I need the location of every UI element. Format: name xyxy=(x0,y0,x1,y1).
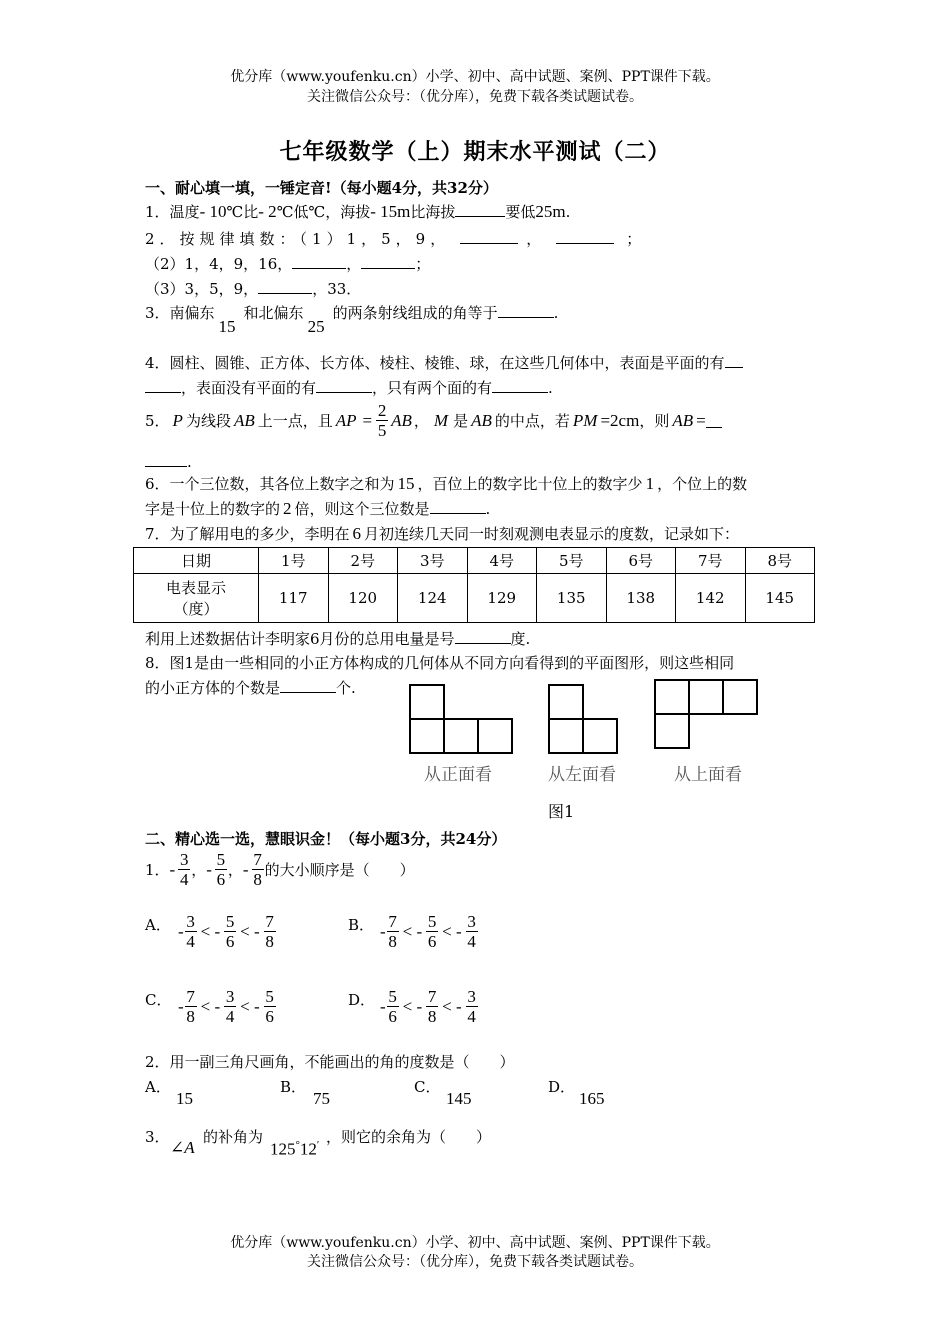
table-cell: 145 xyxy=(745,574,815,623)
footer-line-1: 优分库（www.youfenku.cn）小学、初中、高中试题、案例、PPT课件下载。 xyxy=(230,1235,720,1251)
table-header-cell: 3号 xyxy=(398,548,468,574)
q2-2-option-d-value[interactable]: 165 xyxy=(579,1089,605,1108)
q2-2-option-a-label[interactable]: A． xyxy=(145,1078,171,1096)
q1-5-blank-b[interactable] xyxy=(145,452,187,467)
meter-reading-table xyxy=(133,547,815,623)
figure-square xyxy=(582,718,618,754)
q2-1: 1． - $\frac{3}{4}$ ， - $\frac{5}{6}$ ， - $\frac{7}{8}$ 的大小顺序是（ ） xyxy=(145,850,415,889)
q1-7-blank[interactable] xyxy=(455,629,511,644)
q1-2-blank-c[interactable] xyxy=(292,254,346,269)
figure-square xyxy=(477,718,513,754)
q1-2-blank-a[interactable] xyxy=(460,229,518,244)
figure-square xyxy=(409,684,445,720)
table-header-cell: 1号 xyxy=(259,548,329,574)
q1-2-line3: （3）3，5，9， ，33． xyxy=(145,280,362,298)
figure-square xyxy=(722,679,758,715)
table-cell: 117 xyxy=(259,574,329,623)
section-1-heading: 一、耐心填一填，一锤定音!（每小题4分，共32分） xyxy=(145,179,498,197)
q2-2-option-b-label[interactable]: B． xyxy=(280,1078,307,1096)
table-header-cell: 2号 xyxy=(328,548,398,574)
footer-line-2: 关注微信公众号：（优分库），免费下载各类试题试卷。 xyxy=(307,1254,643,1270)
q2-1-option-c[interactable]: - $\frac{7}{8}$ < - $\frac{3}{4}$ < - $\frac{5}{6}$ xyxy=(178,987,274,1026)
table-cell: 135 xyxy=(537,574,607,623)
q1-8-line2: 的小正方体的个数是 个. xyxy=(145,679,356,697)
table-header-cell: 5号 xyxy=(537,548,607,574)
left-view-figure xyxy=(548,684,622,756)
figure-square xyxy=(548,684,584,720)
section-2-heading: 二、精心选一选，慧眼识金！（每小题3分，共24分） xyxy=(145,830,507,848)
front-view-figure xyxy=(409,684,517,756)
table-header-row xyxy=(134,548,815,574)
q1-2-line2: （2）1，4，9，16， ， ； xyxy=(145,255,431,273)
top-view-figure xyxy=(654,679,762,751)
table-header-cell: 4号 xyxy=(467,548,537,574)
figure-square xyxy=(688,679,724,715)
q1-4-blank-a2[interactable] xyxy=(145,378,181,393)
q2-3-text-b: ，则它的余角为（ ） xyxy=(326,1128,492,1146)
q2-3-angle: ∠A xyxy=(170,1138,195,1157)
q2-2-option-a-value[interactable]: 15 xyxy=(176,1089,193,1108)
table-cell: 129 xyxy=(467,574,537,623)
q1-8-line1: 8．图1是由一些相同的小正方体构成的几何体从不同方向看得到的平面图形，则这些相同 xyxy=(145,654,735,672)
q2-1-option-a-label[interactable]: A． xyxy=(145,916,171,934)
q2-1-option-a[interactable]: - $\frac{3}{4}$ < - $\frac{5}{6}$ < - $\frac{7}{8}$ xyxy=(178,912,274,951)
q1-6-line2: 字是十位上的数字的 2 倍，则这个三位数是 . xyxy=(145,499,491,518)
q1-7-intro: 7．为了解用电的多少，李明在 6 月初连续几天同一时刻观测电表显示的度数，记录如下： xyxy=(145,524,740,543)
table-cell: 142 xyxy=(676,574,746,623)
header-line-2: 关注微信公众号：（优分库），免费下载各类试题试卷。 xyxy=(307,89,643,105)
q1-5-blank-a[interactable] xyxy=(706,413,722,428)
q2-2-option-b-value[interactable]: 75 xyxy=(313,1089,330,1108)
q1-5: 5． P 为线段 AB 上一点，且 AP = $\frac{2}{5}$ AB ， M 是 AB 的中点，若 PM =2cm ，则 AB = xyxy=(145,401,722,440)
table-header-cell: 6号 xyxy=(606,548,676,574)
q1-4-blank-a[interactable] xyxy=(725,353,743,368)
q2-2: 2．用一副三角尺画角，不能画出的角的度数是（ ） xyxy=(145,1053,515,1071)
q1-3-blank[interactable] xyxy=(498,303,554,318)
table-cell: 120 xyxy=(328,574,398,623)
q1-1-blank[interactable] xyxy=(455,202,505,217)
figure-square xyxy=(409,718,445,754)
table-header-cell: 日期 xyxy=(134,548,259,574)
table-row xyxy=(134,574,815,623)
table-header-cell: 7号 xyxy=(676,548,746,574)
q1-5-fraction: $\frac{2}{5}$ xyxy=(377,401,387,440)
q2-1-option-d[interactable]: - $\frac{5}{6}$ < - $\frac{7}{8}$ < - $\frac{3}{4}$ xyxy=(380,987,476,1026)
q1-8-blank[interactable] xyxy=(280,678,336,693)
q2-2-option-c-label[interactable]: C． xyxy=(414,1078,441,1096)
q1-4-line1: 4．圆柱、圆锥、正方体、长方体、棱柱、棱锥、球，在这些几何体中，表面是平面的有 xyxy=(145,352,743,373)
q2-3-num: 3． xyxy=(145,1128,170,1146)
table-cell: 124 xyxy=(398,574,468,623)
q2-1-option-d-label[interactable]: D． xyxy=(348,991,376,1009)
q2-3-degree: 125°12′ xyxy=(270,1139,320,1159)
figure-square xyxy=(443,718,479,754)
caption-left-view: 从左面看 xyxy=(548,765,616,785)
caption-front-view: 从正面看 xyxy=(424,765,492,785)
figure-square xyxy=(654,679,690,715)
table-header-cell: 8号 xyxy=(745,548,815,574)
page-title: 七年级数学（上）期末水平测试（二） xyxy=(279,139,671,165)
q2-3-text-a: 的补角为 xyxy=(203,1128,264,1146)
q1-3: 3．南偏东15和北偏东25的两条射线组成的角等于 . xyxy=(145,304,559,336)
q1-4-blank-b[interactable] xyxy=(316,378,372,393)
q1-2-line1: 2．按规律填数：（1）1，5，9， ， ； xyxy=(145,230,647,248)
q2-2-option-d-label[interactable]: D． xyxy=(548,1078,576,1096)
header-line-1: 优分库（www.youfenku.cn）小学、初中、高中试题、案例、PPT课件下载。 xyxy=(230,69,720,85)
figure-label: 图1 xyxy=(548,802,575,821)
q1-5-line2: . xyxy=(145,452,192,471)
q1-6-line1: 6．一个三位数，其各位上数字之和为 15 ，百位上的数字比十位上的数字少 1 ，个位上的数 xyxy=(145,474,748,493)
q1-2-blank-e[interactable] xyxy=(258,279,312,294)
q1-1: 1．温度- 10℃比- 2℃低℃，海拔- 15m比海拔 要低25m. xyxy=(145,202,571,221)
figure-square xyxy=(548,718,584,754)
q2-2-option-c-value[interactable]: 145 xyxy=(446,1089,472,1108)
table-row-label: 电表显示 （度） xyxy=(134,574,259,623)
q1-4-blank-c[interactable] xyxy=(492,378,548,393)
q1-6-blank[interactable] xyxy=(430,499,486,514)
q2-1-option-c-label[interactable]: C． xyxy=(145,991,172,1009)
caption-top-view: 从上面看 xyxy=(674,765,742,785)
q1-2-blank-d[interactable] xyxy=(361,254,415,269)
q1-4-line2: ，表面没有平面的有 ，只有两个面的有 . xyxy=(145,377,553,398)
figure-square xyxy=(654,713,690,749)
q1-7-after: 利用上述数据估计李明家6月份的总用电量是号 度. xyxy=(145,630,531,648)
table-cell: 138 xyxy=(606,574,676,623)
q2-1-option-b[interactable]: - $\frac{7}{8}$ < - $\frac{5}{6}$ < - $\frac{3}{4}$ xyxy=(380,912,476,951)
q1-2-blank-b[interactable] xyxy=(556,229,614,244)
q2-1-option-b-label[interactable]: B． xyxy=(348,916,375,934)
